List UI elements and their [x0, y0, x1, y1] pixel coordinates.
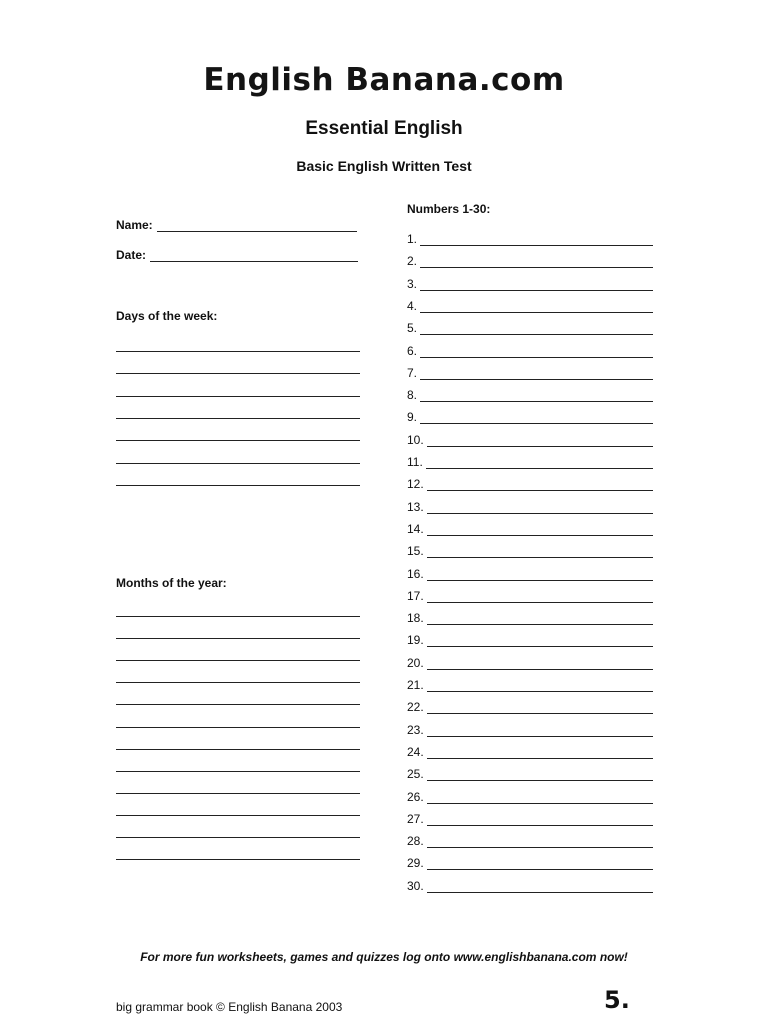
name-label: Name: — [116, 218, 153, 232]
number-label: 2. — [407, 254, 418, 269]
answer-blank[interactable] — [427, 679, 653, 692]
number-label: 11. — [407, 455, 423, 469]
answer-blank[interactable] — [427, 768, 653, 781]
answer-blank[interactable] — [116, 704, 360, 705]
number-row — [407, 252, 653, 268]
answer-blank[interactable] — [116, 440, 360, 441]
answer-blank[interactable] — [427, 434, 653, 447]
number-row — [407, 230, 653, 246]
number-row — [407, 431, 653, 447]
number-label: 28. — [407, 834, 424, 849]
number-label: 29. — [407, 856, 424, 871]
number-label: 7. — [407, 365, 418, 380]
answer-blank[interactable] — [420, 300, 653, 313]
date-field — [116, 248, 358, 262]
number-label: 5. — [407, 321, 418, 336]
number-label: 27. — [407, 811, 424, 826]
number-label: 15. — [407, 544, 424, 559]
answer-blank[interactable] — [420, 233, 653, 246]
footer-copyright: big grammar book © English Banana 2003 — [116, 1000, 343, 1014]
months-label: Months of the year: — [116, 576, 227, 590]
answer-blank[interactable] — [427, 857, 653, 870]
answer-blank[interactable] — [116, 660, 360, 661]
answer-blank[interactable] — [427, 880, 653, 893]
number-row — [407, 587, 653, 603]
number-label: 1. — [407, 232, 418, 246]
number-label: 9. — [407, 410, 418, 425]
answer-blank[interactable] — [427, 657, 653, 670]
number-row — [407, 475, 653, 491]
answer-blank[interactable] — [116, 463, 360, 464]
number-label: 21. — [407, 678, 424, 692]
answer-blank[interactable] — [420, 345, 653, 358]
answer-blank[interactable] — [420, 322, 653, 335]
answer-blank[interactable] — [116, 351, 360, 352]
number-row — [407, 788, 653, 804]
answer-blank[interactable] — [116, 727, 360, 728]
number-row — [407, 654, 653, 670]
number-row — [407, 854, 653, 870]
number-row — [407, 520, 653, 536]
footer-promo: For more fun worksheets, games and quizzes log onto www.englishbanana.com now! — [140, 950, 628, 964]
number-row — [407, 698, 653, 714]
date-blank[interactable] — [150, 249, 358, 262]
page-title: Essential English — [305, 118, 463, 139]
page-number: 5. — [604, 986, 630, 1014]
answer-blank[interactable] — [116, 771, 360, 772]
name-field — [116, 218, 357, 232]
answer-blank[interactable] — [427, 724, 653, 737]
number-label: 13. — [407, 499, 424, 514]
answer-blank[interactable] — [116, 815, 360, 816]
name-blank[interactable] — [157, 219, 357, 232]
answer-blank[interactable] — [116, 418, 360, 419]
number-row — [407, 297, 653, 313]
number-label: 10. — [407, 432, 424, 447]
number-label: 16. — [407, 566, 424, 581]
number-row — [407, 342, 653, 358]
answer-blank[interactable] — [427, 523, 653, 536]
number-row — [407, 721, 653, 737]
answer-blank[interactable] — [420, 278, 653, 291]
answer-blank[interactable] — [116, 638, 360, 639]
answer-blank[interactable] — [427, 634, 653, 647]
answer-blank[interactable] — [116, 793, 360, 794]
number-row — [407, 364, 653, 380]
answer-blank[interactable] — [420, 255, 653, 268]
answer-blank[interactable] — [116, 396, 360, 397]
date-label: Date: — [116, 248, 147, 262]
number-label: 18. — [407, 611, 424, 626]
answer-blank[interactable] — [116, 859, 360, 860]
number-row — [407, 498, 653, 514]
answer-blank[interactable] — [426, 456, 653, 469]
answer-blank[interactable] — [427, 568, 653, 581]
number-label: 4. — [407, 298, 418, 313]
number-label: 14. — [407, 521, 424, 536]
answer-blank[interactable] — [427, 701, 653, 714]
number-label: 26. — [407, 789, 424, 804]
number-row — [407, 565, 653, 581]
answer-blank[interactable] — [427, 791, 653, 804]
number-row — [407, 810, 653, 826]
number-label: 23. — [407, 722, 424, 737]
answer-blank[interactable] — [420, 411, 653, 424]
number-label: 8. — [407, 388, 418, 403]
page-subtitle: Basic English Written Test — [296, 158, 472, 174]
number-row — [407, 275, 653, 291]
answer-blank[interactable] — [116, 485, 360, 486]
answer-blank[interactable] — [420, 367, 653, 380]
days-label: Days of the week: — [116, 309, 218, 323]
number-row — [407, 676, 653, 692]
numbers-label: Numbers 1-30: — [407, 202, 491, 216]
logo: English Banana.com — [203, 62, 565, 98]
number-label: 17. — [407, 588, 424, 603]
number-row — [407, 609, 653, 625]
number-label: 6. — [407, 343, 418, 358]
number-label: 12. — [407, 477, 424, 492]
number-row — [407, 832, 653, 848]
number-row — [407, 877, 653, 893]
answer-blank[interactable] — [427, 501, 653, 514]
answer-blank[interactable] — [420, 389, 653, 402]
answer-blank[interactable] — [116, 837, 360, 838]
answer-blank[interactable] — [427, 835, 653, 848]
number-label: 3. — [407, 276, 418, 291]
number-label: 30. — [407, 878, 424, 893]
answer-blank[interactable] — [427, 612, 653, 625]
number-row — [407, 408, 653, 424]
number-row — [407, 453, 653, 469]
number-row — [407, 765, 653, 781]
answer-blank[interactable] — [116, 373, 360, 374]
number-row — [407, 631, 653, 647]
number-label: 24. — [407, 744, 424, 759]
answer-blank[interactable] — [116, 616, 360, 617]
answer-blank[interactable] — [427, 545, 653, 558]
number-label: 20. — [407, 655, 424, 670]
number-row — [407, 319, 653, 335]
answer-blank[interactable] — [427, 813, 653, 826]
answer-blank[interactable] — [427, 478, 653, 491]
number-label: 22. — [407, 700, 424, 715]
answer-blank[interactable] — [427, 590, 653, 603]
answer-blank[interactable] — [427, 746, 653, 759]
number-label: 19. — [407, 633, 424, 648]
number-label: 25. — [407, 767, 424, 782]
number-row — [407, 542, 653, 558]
answer-blank[interactable] — [116, 682, 360, 683]
number-row — [407, 743, 653, 759]
number-row — [407, 386, 653, 402]
answer-blank[interactable] — [116, 749, 360, 750]
